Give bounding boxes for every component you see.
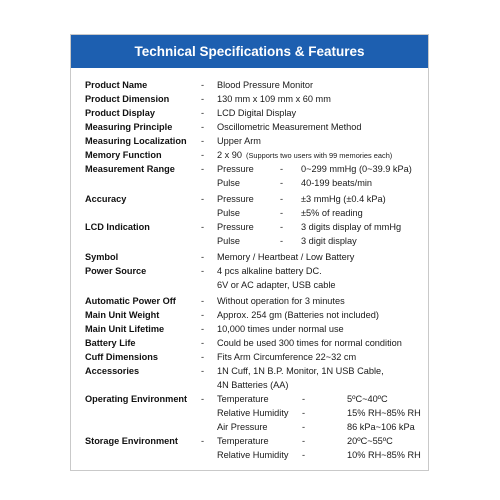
spec-row: [71, 350, 428, 364]
spec-row: [71, 220, 428, 234]
separator-dash: -: [201, 136, 205, 146]
spec-row: [71, 106, 428, 120]
separator-dash: -: [201, 310, 205, 320]
separator-dash: -: [280, 194, 284, 204]
separator-dash: -: [302, 422, 306, 432]
spec-value: Blood Pressure Monitor: [217, 80, 314, 90]
spec-value: Approx. 254 gm (Batteries not included): [217, 310, 379, 320]
spec-row: [71, 148, 428, 162]
separator-dash: -: [201, 296, 205, 306]
spec-label: Automatic Power Off: [85, 296, 176, 306]
spec-value: 6V or AC adapter, USB cable: [217, 280, 336, 290]
spec-value: Fits Arm Circumference 22~32 cm: [217, 352, 357, 362]
spec-sub-label: Pressure: [217, 164, 254, 174]
spec-row: [71, 448, 428, 462]
spec-row: [71, 434, 428, 448]
spec-sub-value: 20ºC~55ºC: [347, 436, 393, 446]
spec-row: [71, 92, 428, 106]
spec-label: Memory Function: [85, 150, 162, 160]
separator-dash: -: [201, 436, 205, 446]
spec-sub-value: 3 digit display: [301, 236, 357, 246]
spec-value: 4N Batteries (AA): [217, 380, 289, 390]
separator-dash: -: [280, 236, 284, 246]
spec-sub-label: Temperature: [217, 436, 269, 446]
spec-sub-value: 3 digits display of mmHg: [301, 222, 402, 232]
separator-dash: -: [201, 324, 205, 334]
spec-row: [71, 176, 428, 190]
separator-dash: -: [302, 436, 306, 446]
spec-value: LCD Digital Display: [217, 108, 297, 118]
spec-value: Could be used 300 times for normal condition: [217, 338, 402, 348]
spec-row: [71, 364, 428, 378]
separator-dash: -: [280, 208, 284, 218]
spec-sub-label: Pressure: [217, 194, 254, 204]
spec-label: Battery Life: [85, 338, 136, 348]
separator-dash: -: [201, 122, 205, 132]
separator-dash: -: [201, 222, 205, 232]
spec-sub-label: Pulse: [217, 178, 240, 188]
spec-card: [70, 34, 429, 471]
spec-row: [71, 378, 428, 392]
spec-label: Symbol: [85, 252, 119, 262]
spec-value: 1N Cuff, 1N B.P. Monitor, 1N USB Cable,: [217, 366, 384, 376]
separator-dash: -: [201, 252, 205, 262]
separator-dash: -: [201, 108, 205, 118]
spec-label: Product Dimension: [85, 94, 170, 104]
separator-dash: -: [201, 394, 205, 404]
separator-dash: -: [201, 194, 205, 204]
spec-sub-label: Temperature: [217, 394, 269, 404]
separator-dash: -: [201, 338, 205, 348]
spec-value: Oscillometric Measurement Method: [217, 122, 362, 132]
separator-dash: -: [302, 408, 306, 418]
spec-label: Measurement Range: [85, 164, 175, 174]
spec-label: Operating Environment: [85, 394, 188, 404]
spec-sub-value: ±3 mmHg (±0.4 kPa): [301, 194, 386, 204]
spec-label: Power Source: [85, 266, 147, 276]
spec-row: [71, 278, 428, 292]
spec-value: 130 mm x 109 mm x 60 mm: [217, 94, 331, 104]
spec-sub-label: Pulse: [217, 208, 240, 218]
spec-row: [71, 78, 428, 92]
spec-row: [71, 162, 428, 176]
spec-label: Main Unit Lifetime: [85, 324, 165, 334]
spec-row: [71, 406, 428, 420]
spec-sub-label: Pressure: [217, 222, 254, 232]
separator-dash: -: [201, 352, 205, 362]
spec-row: [71, 234, 428, 248]
spec-label: Main Unit Weight: [85, 310, 160, 320]
spec-sub-label: Air Pressure: [217, 422, 268, 432]
spec-sub-value: 10% RH~85% RH: [347, 450, 421, 460]
separator-dash: -: [201, 164, 205, 174]
separator-dash: -: [280, 164, 284, 174]
spec-row: [71, 420, 428, 434]
spec-note: (Supports two users with 99 memories each): [246, 151, 393, 160]
spec-label: Product Name: [85, 80, 148, 90]
spec-row: [71, 336, 428, 350]
separator-dash: -: [302, 450, 306, 460]
spec-row: [71, 192, 428, 206]
spec-value: Memory / Heartbeat / Low Battery: [217, 252, 355, 262]
separator-dash: -: [302, 394, 306, 404]
spec-sub-value: 86 kPa~106 kPa: [347, 422, 415, 432]
spec-label: Measuring Localization: [85, 136, 187, 146]
spec-sub-value: 0~299 mmHg (0~39.9 kPa): [301, 164, 412, 174]
spec-sub-value: 40-199 beats/min: [301, 178, 372, 188]
separator-dash: -: [201, 94, 205, 104]
separator-dash: -: [280, 178, 284, 188]
card-title: Technical Specifications & Features: [71, 35, 428, 68]
spec-value: 4 pcs alkaline battery DC.: [217, 266, 322, 276]
spec-row: [71, 322, 428, 336]
spec-value: 2 x 90: [217, 150, 243, 160]
spec-value: Upper Arm: [217, 136, 261, 146]
separator-dash: -: [201, 366, 205, 376]
spec-row: [71, 264, 428, 278]
spec-row: [71, 392, 428, 406]
spec-label: Cuff Dimensions: [85, 352, 158, 362]
separator-dash: -: [280, 222, 284, 232]
separator-dash: -: [201, 150, 205, 160]
spec-label: Measuring Principle: [85, 122, 173, 132]
separator-dash: -: [201, 266, 205, 276]
separator-dash: -: [201, 80, 205, 90]
spec-sub-value: ±5% of reading: [301, 208, 363, 218]
spec-row: [71, 250, 428, 264]
spec-sub-label: Pulse: [217, 236, 240, 246]
spec-value: Without operation for 3 minutes: [217, 296, 345, 306]
spec-sub-value: 15% RH~85% RH: [347, 408, 421, 418]
spec-row: [71, 120, 428, 134]
spec-row: [71, 308, 428, 322]
spec-row: [71, 294, 428, 308]
spec-row: [71, 206, 428, 220]
spec-value: 10,000 times under normal use: [217, 324, 344, 334]
spec-label: Accessories: [85, 366, 140, 376]
spec-sub-label: Relative Humidity: [217, 450, 289, 460]
spec-label: Accuracy: [85, 194, 127, 204]
spec-label: Storage Environment: [85, 436, 178, 446]
spec-sub-value: 5ºC~40ºC: [347, 394, 388, 404]
spec-sub-label: Relative Humidity: [217, 408, 289, 418]
spec-row: [71, 134, 428, 148]
spec-value-group: [217, 148, 392, 163]
spec-label: Product Display: [85, 108, 155, 118]
spec-label: LCD Indication: [85, 222, 150, 232]
